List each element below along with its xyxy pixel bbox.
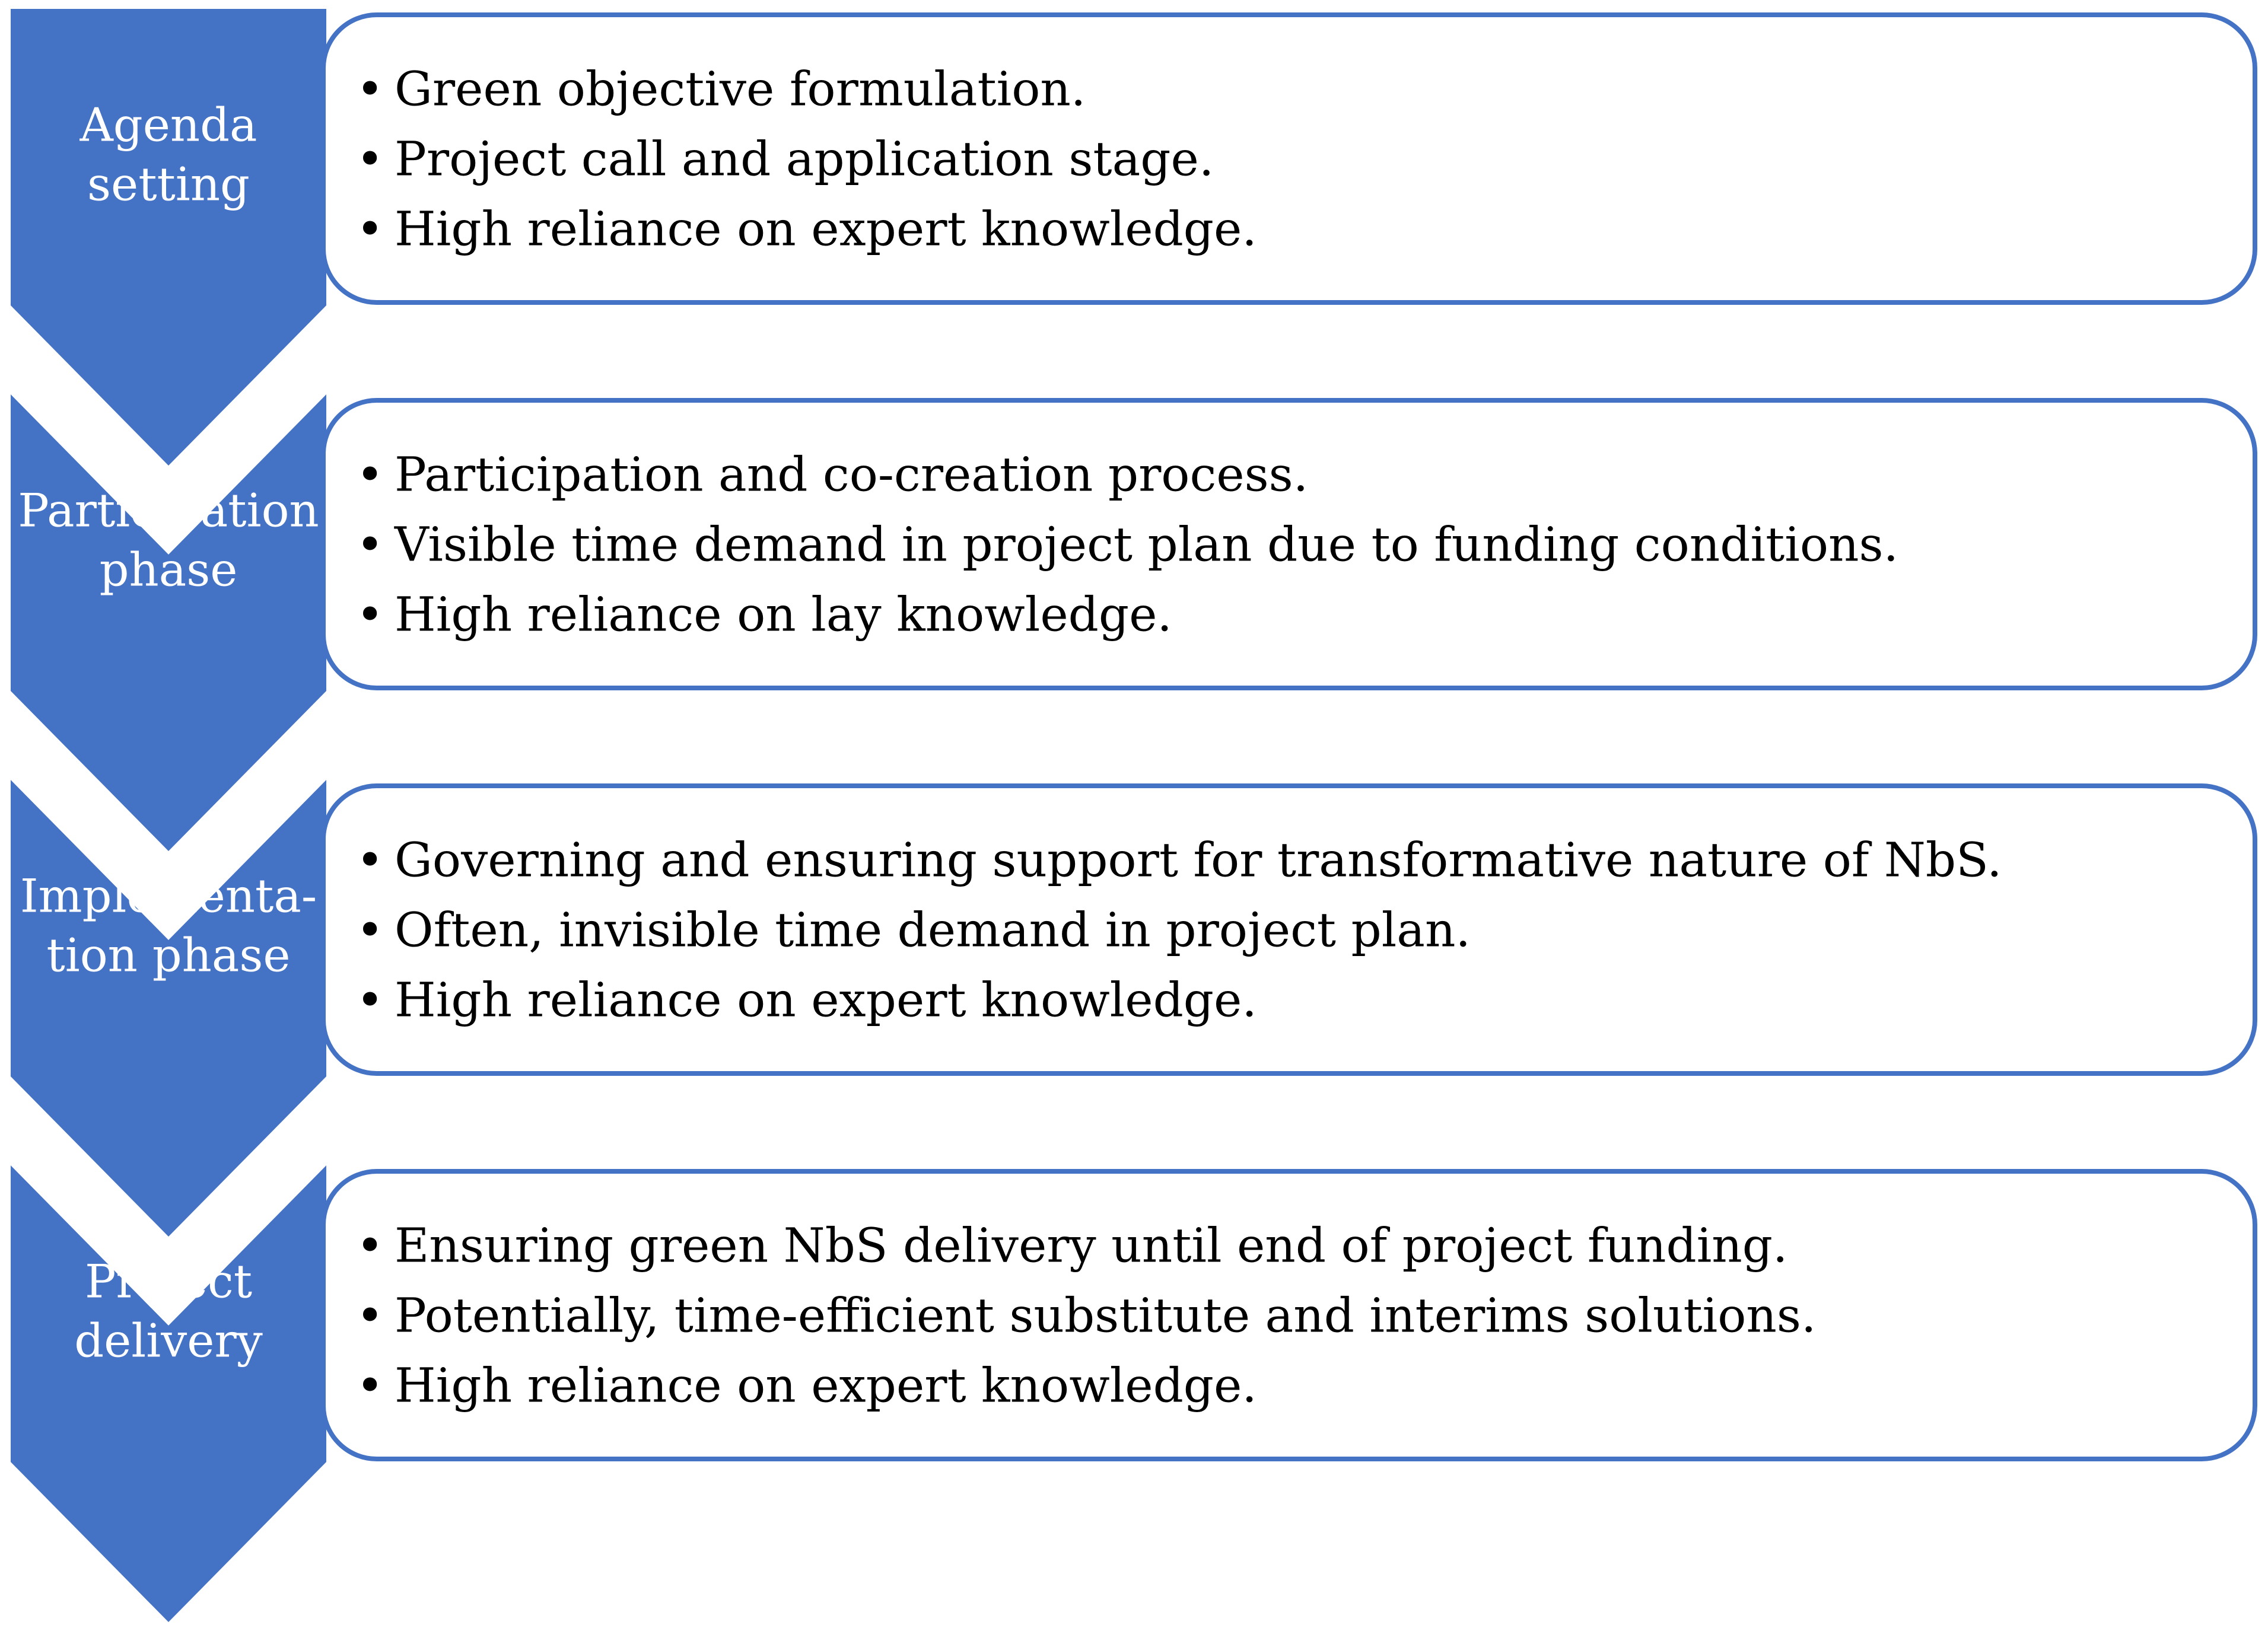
chevron-stage-1	[11, 9, 326, 466]
bullet-marker: •	[356, 131, 384, 187]
stage-bullet-item: Participation and co-creation process.	[395, 447, 1309, 502]
stage-label-line: Implementa-	[20, 869, 317, 923]
bullet-marker: •	[356, 587, 384, 642]
bullet-marker: •	[356, 902, 384, 958]
card-layer	[323, 15, 2255, 1459]
bullet-marker: •	[356, 972, 384, 1028]
stage-label-line: Participation	[18, 484, 319, 538]
stage-label-line: Agenda	[79, 98, 257, 152]
bullet-marker: •	[356, 1218, 384, 1273]
bullet-marker: •	[356, 517, 384, 572]
stage-label-line: Project	[84, 1255, 253, 1309]
bullet-marker: •	[356, 61, 384, 117]
stage-bullet-item: Potentially, time-efficient substitute and interims solutions.	[395, 1288, 1817, 1343]
stage-bullet-item: Ensuring green NbS delivery until end of project funding.	[395, 1218, 1788, 1273]
stage-label-line: setting	[87, 158, 250, 212]
stage-bullet-item: High reliance on lay knowledge.	[395, 587, 1172, 642]
stage-bullet-item: High reliance on expert knowledge.	[395, 201, 1257, 257]
stage-bullet-item: Governing and ensuring support for transformative nature of NbS.	[395, 832, 2002, 888]
bullet-marker: •	[356, 832, 384, 888]
stage-bullet-item: High reliance on expert knowledge.	[395, 1358, 1257, 1413]
stage-bullet-item: Green objective formulation.	[395, 61, 1086, 117]
chevron-layer	[11, 9, 326, 1622]
stage-label-line: tion phase	[46, 929, 291, 983]
stage-bullet-item: Project call and application stage.	[395, 131, 1214, 187]
bullet-marker: •	[356, 201, 384, 257]
stage-bullet-item: High reliance on expert knowledge.	[395, 972, 1257, 1028]
bullet-marker: •	[356, 1358, 384, 1413]
stage-label-line: delivery	[74, 1314, 263, 1368]
stage-label-line: phase	[99, 543, 238, 597]
stage-bullet-item: Often, invisible time demand in project plan.	[395, 902, 1471, 958]
bullet-marker: •	[356, 447, 384, 502]
bullet-marker: •	[356, 1288, 384, 1343]
stage-bullet-item: Visible time demand in project plan due to funding conditions.	[395, 517, 1898, 572]
